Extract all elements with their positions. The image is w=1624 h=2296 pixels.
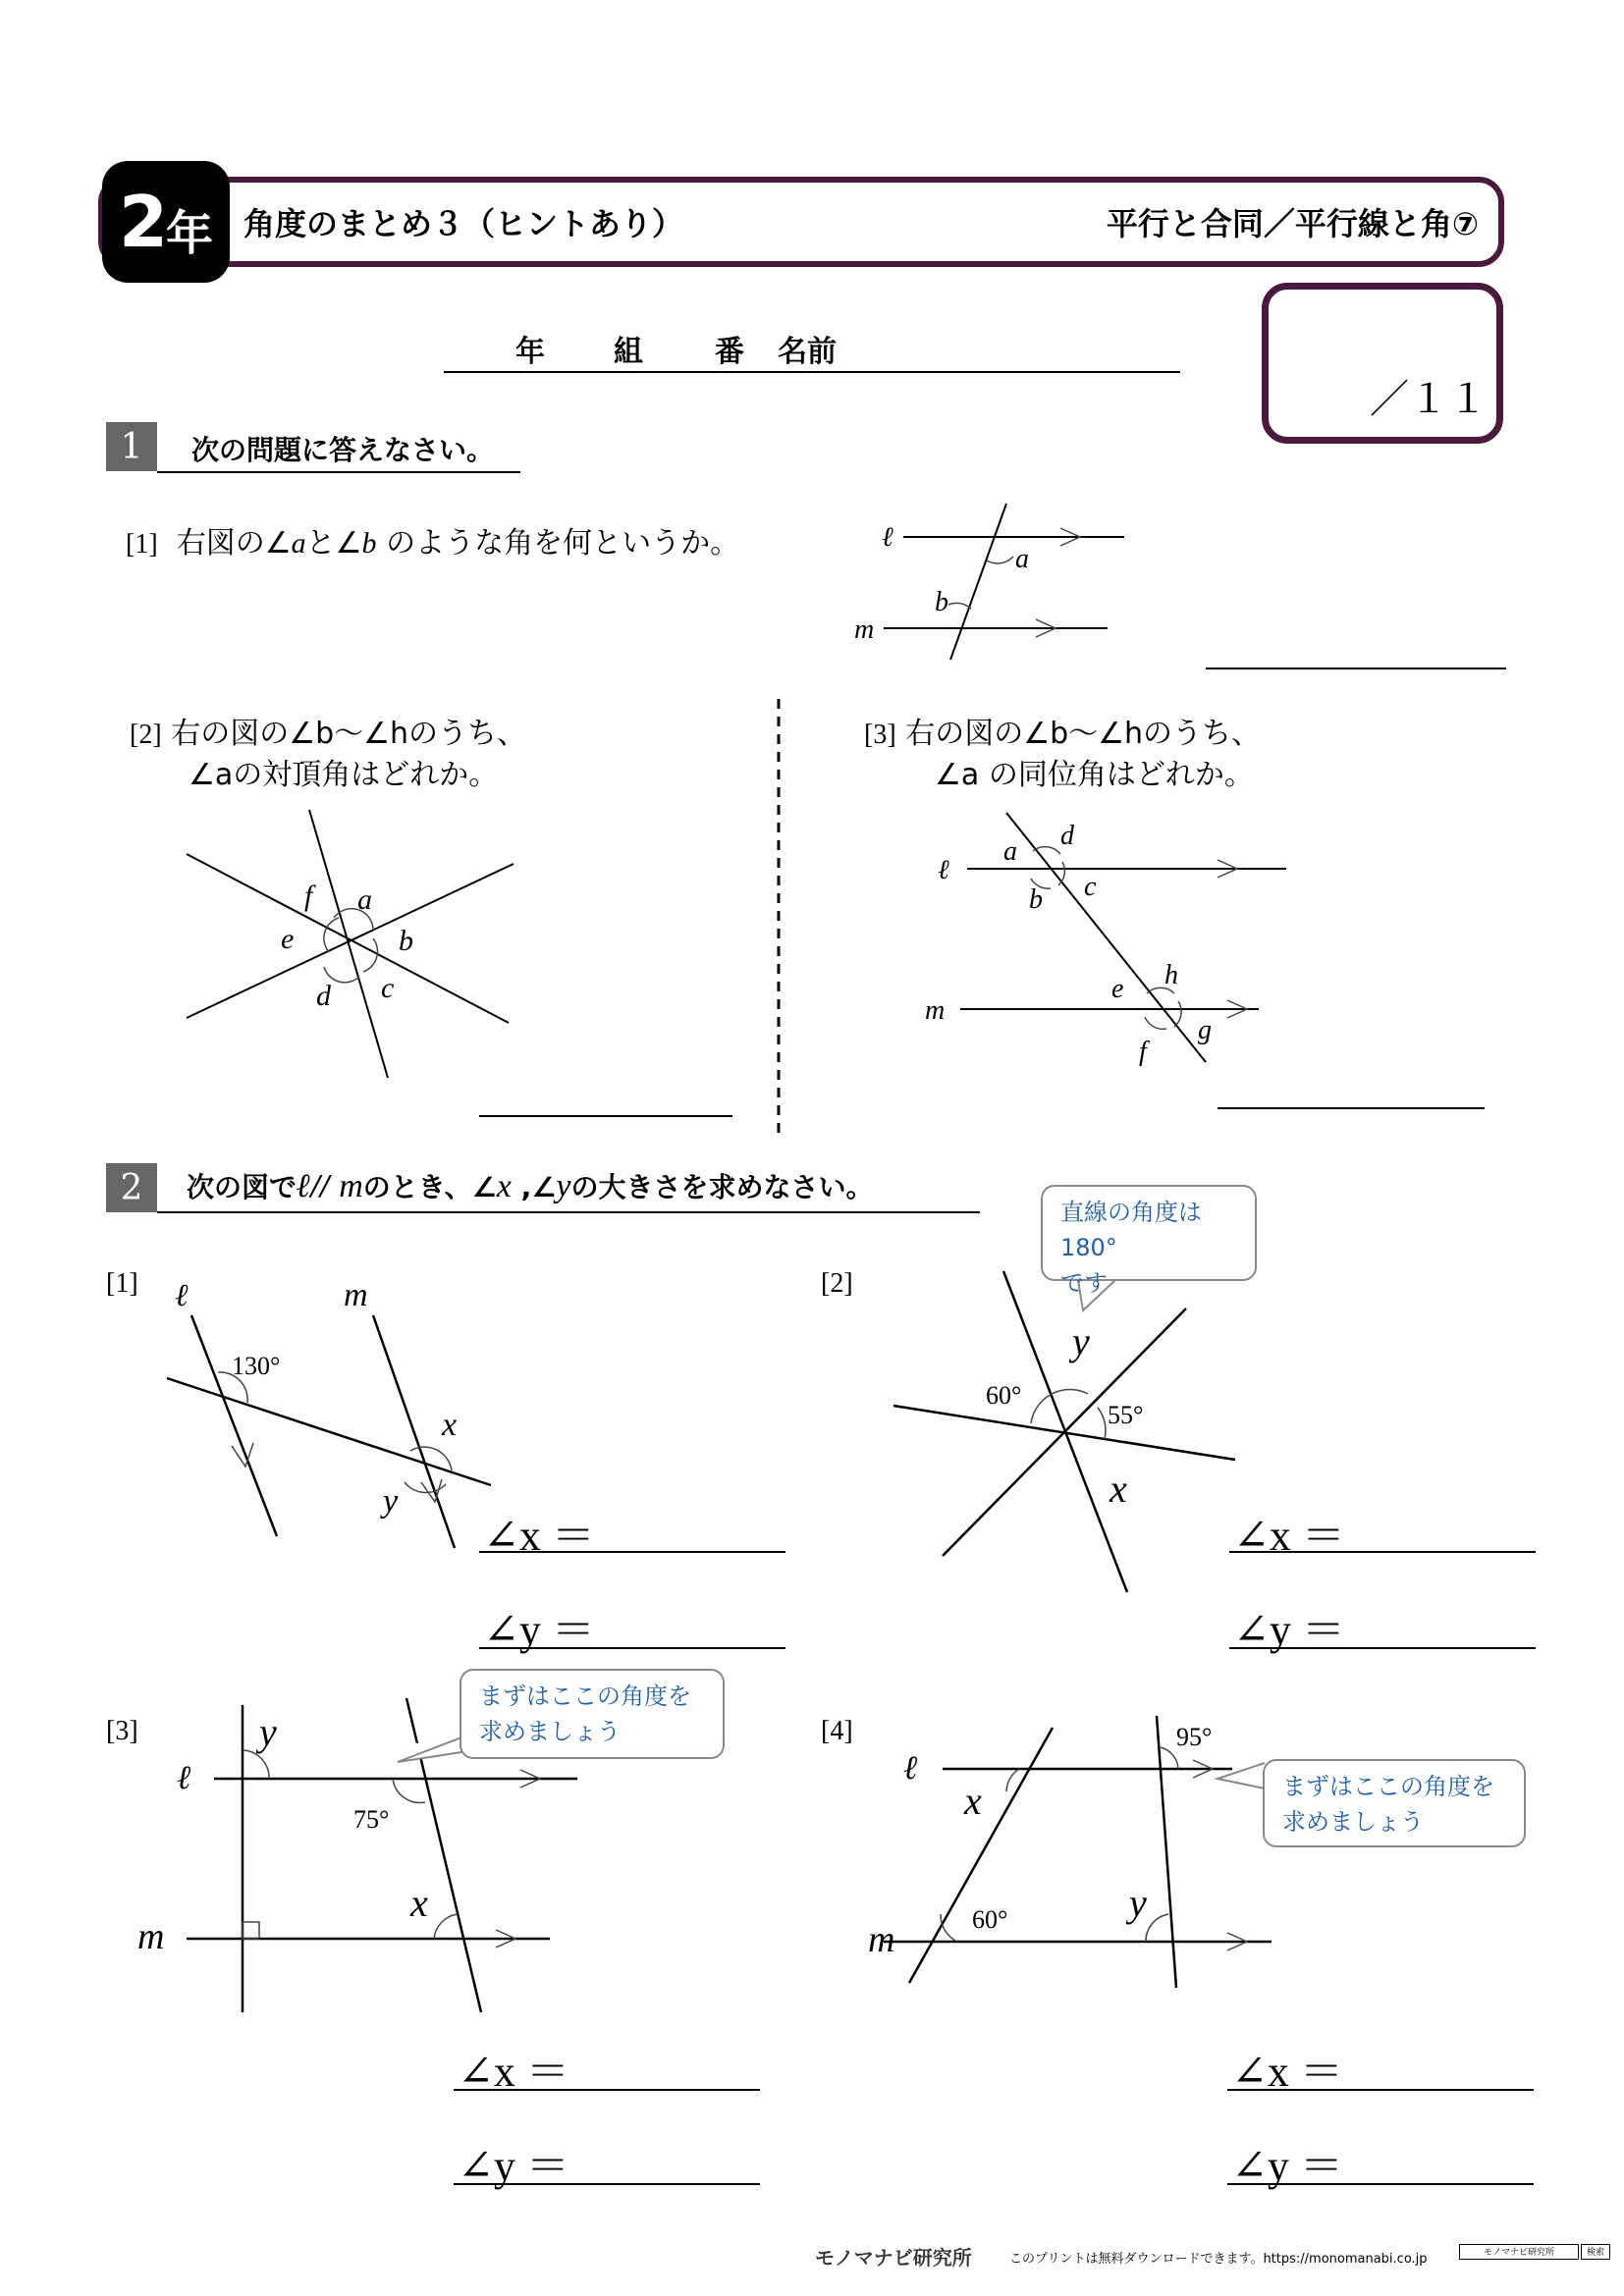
q2-2-label-y: y [1072,1319,1090,1363]
q2-1-angle: 130° [232,1352,281,1380]
q1-3-label-d: d [1060,821,1074,851]
q1-1-label-b: b [935,587,948,617]
q2-3-label-y: y [259,1710,277,1754]
s2-title-m: m [339,1168,363,1204]
q2-2-label-x: x [1110,1467,1127,1511]
section-1-title: 次の問題に答えなさい。 [191,434,495,466]
q2-1-answer-x-label: ∠x ＝ [483,1512,595,1560]
q1-3-label-f: f [1139,1037,1147,1067]
q2-1-answer-y-line[interactable] [479,1647,785,1649]
s2-title-end: の大きさを求めなさい。 [570,1171,874,1203]
q1-2-diagram [187,810,514,1078]
q2-3-label-x: x [410,1881,428,1925]
s2-title-y: y [556,1168,571,1204]
q2-1-number: [1] [106,1268,138,1299]
s2-title-mid: ,∠ [511,1171,557,1203]
q2-1-answer-x-line[interactable] [479,1551,785,1553]
q2-4-answer-y-label: ∠y ＝ [1231,2142,1343,2190]
s2-title-pre: 次の図で [187,1171,298,1203]
q1-1-label-l: ℓ [882,522,893,553]
q2-1-label-y: y [383,1483,399,1520]
name-field-class: 組 [614,335,643,369]
q2-3-angle: 75° [353,1805,390,1834]
score-total: ／１１ [1370,377,1488,422]
worksheet-title: 角度のまとめ３（ヒントあり） [244,205,684,242]
s2-title-par: // [310,1168,330,1204]
q2-2-hint-line1: 直線の角度は180° [1060,1199,1202,1261]
q2-3-answer-y-line[interactable] [454,2183,760,2185]
name-field-year: 年 [515,335,545,369]
q2-3-answer-x-label: ∠x ＝ [458,2048,569,2096]
q2-2-answer-y-line[interactable] [1229,1647,1536,1649]
footer-text: このプリントは無料ダウンロードできます。https://monomanabi.co.jp [1009,2252,1428,2267]
q1-2-line1-text: 右の図の∠b〜∠hのうち、 [171,717,527,751]
name-field-name: 名前 [778,335,837,369]
section-2-number: 2 [106,1163,157,1212]
q1-1-label-m: m [854,614,875,645]
q2-4-answer-y-line[interactable] [1227,2183,1534,2185]
q1-3-label-h: h [1164,960,1178,990]
q2-2-number: [2] [821,1268,853,1299]
q1-1-text-b: と∠ [305,526,362,561]
q1-1-number: [1] [126,529,158,560]
footer-logo: モノマナビ研究所 [815,2246,972,2269]
q2-2-angle-55: 55° [1108,1401,1144,1429]
q2-4-label-x: x [964,1779,982,1823]
q2-2-angle-60: 60° [986,1381,1022,1410]
q1-3-line2: ∠a の同位角はどれか。 [935,758,1254,792]
q1-3-label-l: ℓ [938,855,949,885]
q2-4-label-l: ℓ [903,1750,918,1787]
q2-3-hint-line1: まずはここの角度を [479,1682,691,1710]
q1-1-b: b [361,527,377,560]
q1-2-label-b: b [399,925,413,957]
q2-4-label-m: m [868,1919,895,1960]
q1-2-number: [2] [130,720,162,750]
q2-1-label-m: m [344,1277,368,1313]
q2-3-label-m: m [137,1916,165,1957]
q1-1-text-a: 右図の∠ [176,526,292,561]
q1-3-number: [3] [864,720,896,750]
q2-1-label-l: ℓ [175,1277,189,1312]
q1-3-label-e: e [1111,974,1124,1004]
q2-4-answer-x-label: ∠x ＝ [1231,2048,1343,2096]
q2-1-answer-y-label: ∠y ＝ [483,1606,595,1654]
q1-1-text-c: のような角を何というか。 [386,526,740,561]
q1-3-label-a: a [1003,836,1017,867]
section-1-number: 1 [106,422,157,471]
q2-3-answer-x-line[interactable] [454,2089,760,2091]
q2-2-diagram [893,1271,1235,1592]
q1-1-label-a: a [1015,544,1029,574]
footer-search-box[interactable]: モノマナビ研究所 [1459,2244,1579,2260]
s2-title-post: のとき、∠ [362,1171,497,1203]
q2-4-number: [4] [821,1716,853,1746]
q2-4-callout-tail [1218,1763,1265,1789]
q2-4-hint-callout [1263,1759,1526,1847]
q2-2-hint-callout [1041,1185,1257,1297]
q2-4-hint-line2: 求めましょう [1282,1808,1424,1836]
q2-3-label-l: ℓ [177,1760,191,1796]
q2-2-answer-x-label: ∠x ＝ [1233,1512,1345,1560]
q2-2-answer-y-label: ∠y ＝ [1233,1606,1345,1654]
grade-kanji: 年 [166,205,214,261]
grade-number: 2 [118,181,167,263]
name-field-number: 番 [715,335,744,369]
q2-3-number: [3] [106,1716,138,1746]
q1-2-line2: ∠aの対頂角はどれか。 [189,758,499,792]
q2-4-diagram [884,1716,1272,1988]
q1-3-label-m: m [925,995,946,1026]
q2-4-hint-line1: まずはここの角度を [1282,1773,1494,1800]
q2-2-answer-x-line[interactable] [1229,1551,1536,1553]
q2-4-label-y: y [1129,1881,1147,1925]
q1-3-label-b: b [1029,884,1043,915]
q2-3-hint-line2: 求めましょう [479,1718,621,1745]
q2-4-angle-60: 60° [972,1905,1008,1934]
s2-title-l: ℓ [297,1168,311,1204]
q1-2-label-d: d [316,980,331,1012]
q2-3-hint-callout [460,1669,725,1759]
q1-1-diagram [884,504,1124,660]
q1-1-a: a [291,527,306,560]
q2-1-label-x: x [442,1407,458,1443]
q2-4-angle-95: 95° [1176,1723,1213,1751]
q1-2-label-c: c [381,972,395,1004]
footer-search-button[interactable]: 検索 [1581,2244,1610,2260]
q2-3-answer-y-label: ∠y ＝ [458,2142,569,2190]
q1-2-label-f: f [304,880,313,912]
q1-2-label-a: a [357,883,372,916]
q2-4-answer-x-line[interactable] [1227,2089,1534,2091]
q1-3-label-c: c [1084,872,1097,902]
q1-3-label-g: g [1198,1015,1212,1045]
s2-title-x: x [496,1168,512,1204]
q1-3-line1-text: 右の図の∠b〜∠hのうち、 [905,717,1262,751]
unit-title: 平行と合同／平行線と角⑦ [1106,205,1479,242]
q2-2-hint-line2: です [1060,1269,1108,1297]
q1-2-label-e: e [281,923,295,955]
